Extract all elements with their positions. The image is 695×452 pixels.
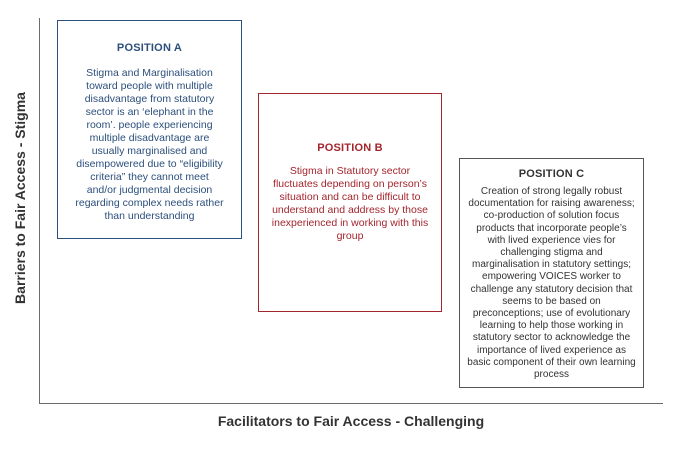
position-c-box: [459, 158, 644, 388]
position-b-text: Stigma in Statutory sector fluctuates depending on person’s situation and can be difficult to understand and address by those inexperienced in working with this group: [271, 165, 429, 242]
x-axis-line: [39, 403, 663, 404]
y-axis-line: [39, 18, 40, 403]
position-a-text: Stigma and Marginalisation toward people with multiple disadvantage from statutory sector is an ‘elephant in the room’. people experiencing multiple disadvantage are usually marginalised and disempowered due to “eligibility criteria” they cannot meet and/or judgmental decision regarding complex needs rather than understanding: [75, 67, 224, 222]
position-b-title: POSITION B: [317, 142, 383, 154]
position-c-title: POSITION C: [518, 168, 585, 180]
position-c-text: Creation of strong legally robust documentation for raising awareness; co-production of solution focus products that incorporate people’s with lived experience vies for challenging stigma and marginalisation in statutory settings; empowering VOICES worker to challenge any statutory decision that seems to be based on preconceptions; use of evolutionary learning to help those working in statutory sector to acknowledge the importance of lived experience as basic component of their own learning process: [467, 186, 636, 381]
position-a-title: POSITION A: [116, 42, 183, 54]
position-a-box: [57, 20, 242, 239]
x-axis-label: Facilitators to Fair Access - Challenging: [217, 413, 485, 429]
y-axis-label: Barriers to Fair Access - Stigma: [12, 92, 28, 304]
position-b-box: [258, 93, 442, 312]
